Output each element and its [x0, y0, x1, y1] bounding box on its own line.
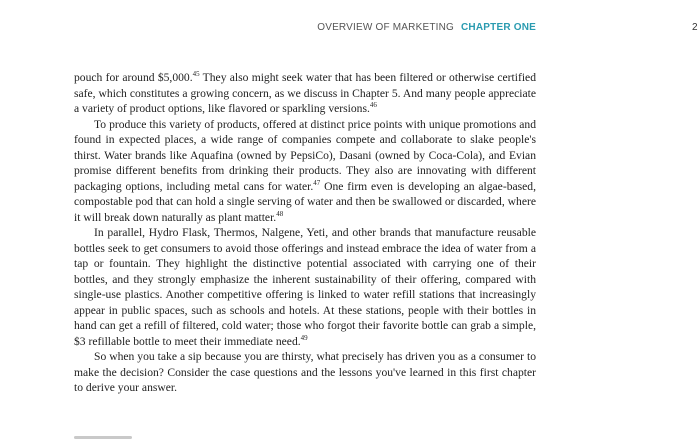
- footnote-ref-47[interactable]: 47: [313, 178, 321, 187]
- text-run: To produce this variety of products, offered at distinct price points with unique promotions and found in expected places, a wide range of companies compete and collaborate to slake people's thirst. Water brands like Aquafina (owned by PepsiCo), Dasani (owned by Coca-Cola), and Evian promise different benefits from drinking their products. They also are innovating with different packaging options, including metal cans for water.: [74, 117, 536, 193]
- footnote-ref-45[interactable]: 45: [192, 70, 200, 79]
- text-run: So when you take a sip because you are thirsty, what precisely has driven you as a consumer to make the decision? Consider the case questions and the lessons you've learned in this first chapter to derive your answer.: [74, 350, 536, 394]
- chapter-label: CHAPTER ONE: [461, 22, 536, 33]
- text-run: They also might seek water that has been filtered or otherwise certified safe, which constitutes a growing concern, as we discuss in Chapter 5. And many people appreciate a variety of product options, like flavored or sparkling versions.: [74, 71, 536, 115]
- footnote-ref-48[interactable]: 48: [276, 209, 284, 218]
- text-run: One firm even is developing an algae-based, compostable pod that can hold a single serving of water and then be swallowed or discarded, where it will break down naturally as plant matter.: [74, 179, 536, 224]
- running-title: OVERVIEW OF MARKETING: [317, 22, 455, 33]
- running-head: [0, 22, 536, 33]
- paragraph-3: [74, 225, 536, 349]
- paragraph-4: [74, 349, 536, 396]
- footnote-ref-46[interactable]: 46: [369, 101, 377, 110]
- paragraph-2: [74, 117, 536, 226]
- paragraph-1: [74, 70, 536, 117]
- body-text: [74, 70, 536, 396]
- page-number: 2: [692, 22, 698, 33]
- page-bottom-rule: [74, 436, 132, 439]
- footnote-ref-49[interactable]: 49: [300, 333, 308, 342]
- text-run: pouch for around $5,000.: [74, 71, 193, 84]
- text-run: In parallel, Hydro Flask, Thermos, Nalgene, Yeti, and other brands that manufacture reusable bottles seek to get consumers to avoid those offerings and instead embrace the idea of water from a tap or fountain. They highlight the distinctive potential associated with carrying one of their bottles, and they strongly emphasize the inherent sustainability of their offering, compared with single-use plastics. Another competitive offering is linked to water refill stations that increasingly appear in public spaces, such as schools and hotels. At these stations, people with their bottles in hand can get a refill of filtered, cold water; those who forgot their favorite bottle can grab a simple, $3 refillable bottle to meet their immediate need.: [74, 226, 536, 348]
